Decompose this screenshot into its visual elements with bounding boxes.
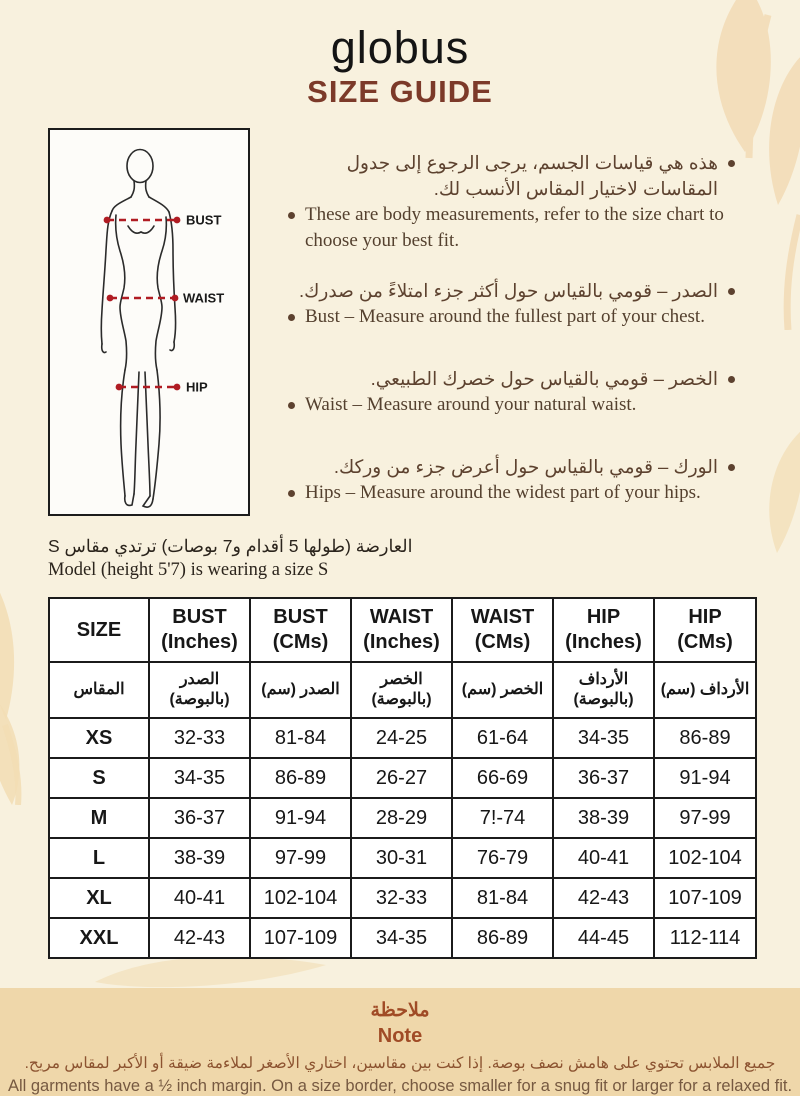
bullet-icon [728, 464, 735, 471]
value-cell: 86-89 [452, 918, 553, 958]
model-info [48, 534, 412, 582]
column-header-hip-inches [553, 598, 654, 662]
header-text: (Inches) [565, 631, 642, 653]
table-row-xs [49, 718, 756, 758]
table-row-xxl [49, 918, 756, 958]
column-header-waist-cms-ar: الخصر (سم) [452, 662, 553, 718]
value-cell: 34-35 [149, 758, 250, 798]
list-item [288, 392, 735, 418]
instructions-list [288, 150, 735, 530]
value-cell: 91-94 [654, 758, 756, 798]
value-cell: 7!-74 [452, 798, 553, 838]
bullet-icon [728, 376, 735, 383]
bullet-icon [288, 402, 295, 409]
instruction-intro [288, 150, 735, 254]
hip-line-label: HIP [186, 379, 208, 395]
value-cell: 107-109 [250, 918, 351, 958]
value-cell: 36-37 [553, 758, 654, 798]
instruction-intro-english: These are body measurements, refer to the size chart to choose your best fit. [305, 204, 724, 251]
value-cell: 40-41 [149, 878, 250, 918]
size-cell: S [49, 758, 149, 798]
measurement-lines [107, 220, 177, 387]
value-cell: 86-89 [654, 718, 756, 758]
instruction-bust-arabic: الصدر – قومي بالقياس حول أكثر جزء امتلاءً من صدرك. [299, 280, 718, 301]
instruction-intro-arabic: هذه هي قياسات الجسم، يرجى الرجوع إلى جدول المقاسات لاختيار المقاس الأنسب لك. [346, 152, 718, 199]
bullet-icon [288, 314, 295, 321]
value-cell: 38-39 [553, 798, 654, 838]
column-header-hip-cms-ar: الأرداف (سم) [654, 662, 756, 718]
column-header-waist-inches [351, 598, 452, 662]
header-text: (Inches) [363, 631, 440, 653]
column-header-bust-inches [149, 598, 250, 662]
value-cell: 28-29 [351, 798, 452, 838]
note-body-arabic: جميع الملابس تحتوي على هامش نصف بوصة. إذا كنت بين مقاسين، اختاري الأصغر لملاءمة ضيقة أو الأكبر لمقاس مريح. [24, 1055, 776, 1072]
value-cell: 38-39 [149, 838, 250, 878]
value-cell: 40-41 [553, 838, 654, 878]
instruction-waist-english: Waist – Measure around your natural waist. [305, 394, 637, 415]
instruction-bust [288, 278, 735, 330]
table-header-row-arabic [49, 662, 756, 718]
value-cell: 112-114 [654, 918, 756, 958]
header-text: WAIST [470, 606, 535, 628]
instruction-hip [288, 454, 735, 506]
table-row-m [49, 798, 756, 838]
brand-logo: globus [330, 22, 470, 73]
value-cell: 32-33 [351, 878, 452, 918]
size-chart-table [48, 597, 757, 959]
value-cell: 81-84 [452, 878, 553, 918]
model-info-english: Model (height 5'7) is wearing a size S [48, 560, 329, 580]
value-cell: 97-99 [654, 798, 756, 838]
instruction-bust-english: Bust – Measure around the fullest part of your chest. [305, 306, 705, 327]
model-info-arabic: العارضة (طولها 5 أقدام و7 بوصات) ترتدي مقاس S [48, 536, 413, 556]
bullet-icon [728, 160, 735, 167]
header-text: HIP [688, 606, 722, 628]
list-item [288, 304, 735, 330]
column-header-bust-cms-ar: الصدر (سم) [250, 662, 351, 718]
value-cell: 34-35 [553, 718, 654, 758]
waist-line-label: WAIST [183, 290, 225, 306]
note-body-english: All garments have a ½ inch margin. On a size border, choose smaller for a snug fit or larger for a relaxed fit. [7, 1077, 793, 1095]
body-measurement-diagram [48, 128, 250, 516]
value-cell: 44-45 [553, 918, 654, 958]
size-cell: XXL [49, 918, 149, 958]
page-title: SIZE GUIDE [307, 74, 493, 109]
value-cell: 102-104 [250, 878, 351, 918]
column-header-waist-inches-ar: الخصر (بالبوصة) [351, 662, 452, 718]
size-cell: XL [49, 878, 149, 918]
bust-line-label: BUST [186, 212, 222, 228]
list-item [288, 150, 735, 202]
list-item [288, 480, 735, 506]
header-text: (CMs) [272, 631, 329, 653]
value-cell: 34-35 [351, 918, 452, 958]
value-cell: 107-109 [654, 878, 756, 918]
value-cell: 61-64 [452, 718, 553, 758]
list-item [288, 278, 735, 304]
value-cell: 66-69 [452, 758, 553, 798]
value-cell: 26-27 [351, 758, 452, 798]
value-cell: 32-33 [149, 718, 250, 758]
value-cell: 24-25 [351, 718, 452, 758]
table-row-l [49, 838, 756, 878]
column-header-bust-inches-ar: الصدر (بالبوصة) [149, 662, 250, 718]
bullet-icon [728, 288, 735, 295]
value-cell: 36-37 [149, 798, 250, 838]
table-header-row-english [49, 598, 756, 662]
header-text: WAIST [369, 606, 434, 628]
note-heading-english: Note [377, 1025, 423, 1047]
instruction-waist [288, 366, 735, 418]
header-text: BUST [273, 606, 328, 628]
value-cell: 102-104 [654, 838, 756, 878]
column-header-hip-inches-ar: الأرداف (بالبوصة) [553, 662, 654, 718]
leaf-decoration-right [745, 425, 800, 555]
female-figure-illustration [50, 130, 248, 514]
header-text: BUST [172, 606, 227, 628]
size-cell: XS [49, 718, 149, 758]
size-cell: L [49, 838, 149, 878]
list-item [288, 454, 735, 480]
value-cell: 76-79 [452, 838, 553, 878]
column-header-size [49, 598, 149, 662]
value-cell: 97-99 [250, 838, 351, 878]
header-text: SIZE [76, 618, 122, 641]
header-text: (CMs) [677, 631, 733, 653]
note-section [0, 988, 800, 1096]
value-cell: 42-43 [149, 918, 250, 958]
header-text: HIP [586, 606, 621, 628]
bullet-icon [288, 490, 295, 497]
column-header-bust-cms [250, 598, 351, 662]
instruction-waist-arabic: الخصر – قومي بالقياس حول خصرك الطبيعي. [370, 368, 718, 389]
size-cell: M [49, 798, 149, 838]
value-cell: 42-43 [553, 878, 654, 918]
column-header-waist-cms [452, 598, 553, 662]
instruction-hip-english: Hips – Measure around the widest part of your hips. [305, 482, 701, 503]
header-text: (Inches) [161, 631, 238, 653]
list-item [288, 366, 735, 392]
header-text: (CMs) [474, 631, 531, 653]
bullet-icon [288, 212, 295, 219]
note-heading-arabic: ملاحظة [370, 1000, 430, 1021]
list-item [288, 202, 735, 254]
value-cell: 30-31 [351, 838, 452, 878]
column-header-hip-cms [654, 598, 756, 662]
table-row-xl [49, 878, 756, 918]
column-header-size-ar: المقاس [49, 662, 149, 718]
instruction-hip-arabic: الورك – قومي بالقياس حول أعرض جزء من وركك. [333, 456, 718, 477]
value-cell: 86-89 [250, 758, 351, 798]
value-cell: 91-94 [250, 798, 351, 838]
table-row-s [49, 758, 756, 798]
value-cell: 81-84 [250, 718, 351, 758]
